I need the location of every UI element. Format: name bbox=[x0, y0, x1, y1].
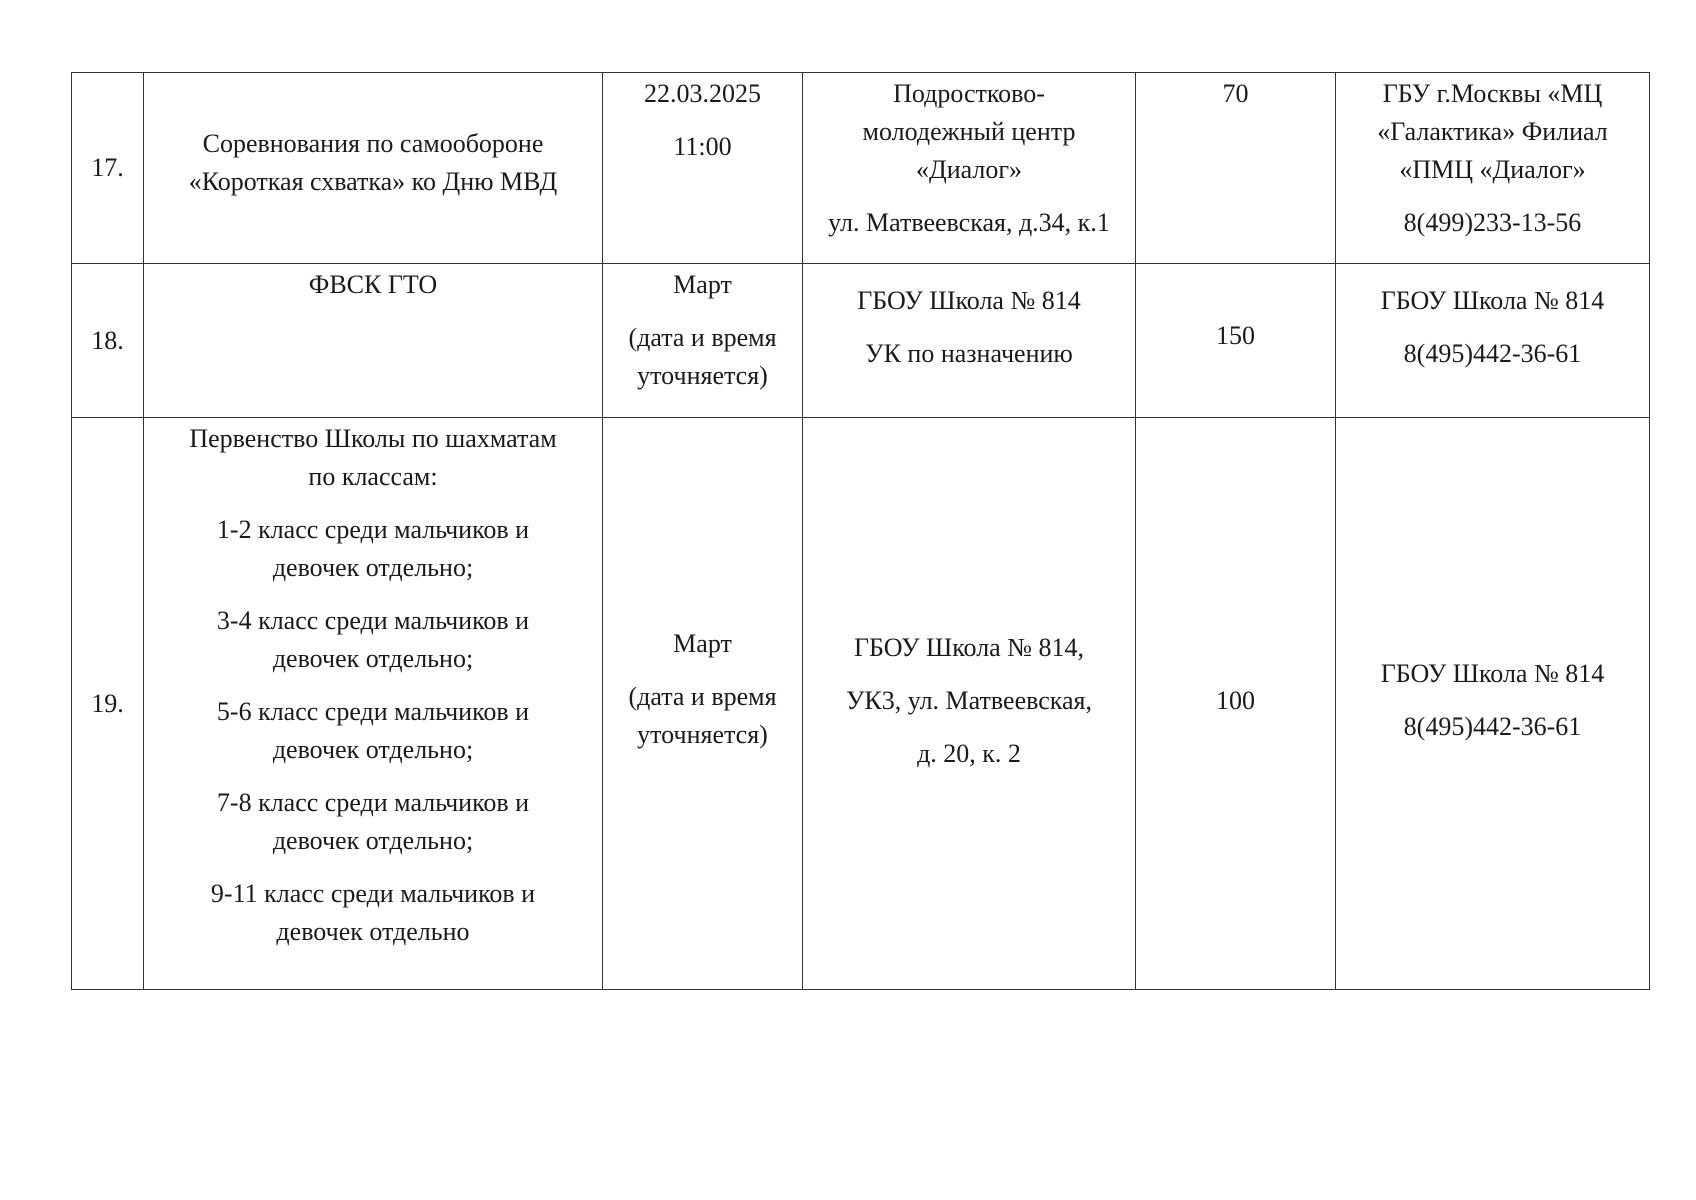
event-name-cell bbox=[144, 264, 603, 418]
organizer-cell bbox=[1336, 418, 1650, 990]
event-date: 22.03.2025 bbox=[644, 79, 761, 108]
event-name-line: «Короткая схватка» ко Дню МВД bbox=[188, 167, 558, 196]
event-date-note bbox=[611, 678, 794, 754]
table-row bbox=[72, 418, 1650, 990]
event-date-cell bbox=[603, 264, 803, 418]
organizer-line: «ПМЦ «Диалог» bbox=[1399, 155, 1586, 184]
organizer-phone: 8(495)442-36-61 bbox=[1403, 339, 1582, 368]
organizer-name: ГБОУ Школа № 814 bbox=[1380, 659, 1605, 688]
date-note-line: (дата и время bbox=[628, 323, 777, 352]
row-number-cell bbox=[72, 418, 144, 990]
participant-count: 70 bbox=[1222, 79, 1249, 108]
class-group: 9-11 класс среди мальчиков и девочек отдельно bbox=[210, 879, 536, 946]
event-name-line: Первенство Школы по шахматам bbox=[189, 424, 557, 453]
event-date: Март bbox=[673, 270, 732, 299]
row-number: 18. bbox=[91, 325, 124, 355]
organizer-line: «Галактика» Филиал bbox=[1377, 117, 1608, 146]
event-date-cell bbox=[603, 73, 803, 264]
place-address: ул. Матвеевская, д.34, к.1 bbox=[828, 208, 1110, 237]
event-date: Март bbox=[673, 629, 732, 658]
row-number-cell bbox=[72, 73, 144, 264]
place-name: ГБОУ Школа № 814 bbox=[857, 286, 1081, 315]
event-name: ФВСК ГТО bbox=[308, 270, 438, 299]
participant-count-cell bbox=[1136, 264, 1336, 418]
date-note-line: уточняется) bbox=[637, 361, 768, 390]
place-line: Подростково- bbox=[893, 79, 1045, 108]
participant-count-cell bbox=[1136, 73, 1336, 264]
event-name-cell bbox=[144, 73, 603, 264]
row-number: 19. bbox=[91, 688, 124, 718]
class-group: 7-8 класс среди мальчиков и девочек отдельно; bbox=[216, 788, 530, 855]
organizer-phone: 8(499)233-13-56 bbox=[1403, 208, 1582, 237]
events-table bbox=[71, 72, 1650, 990]
participant-count-cell bbox=[1136, 418, 1336, 990]
event-place-cell bbox=[803, 264, 1136, 418]
row-number-cell bbox=[72, 264, 144, 418]
place-line: молодежный центр bbox=[862, 117, 1076, 146]
date-note-line: уточняется) bbox=[637, 720, 768, 749]
organizer-name: ГБОУ Школа № 814 bbox=[1380, 286, 1605, 315]
event-name-cell bbox=[144, 418, 603, 990]
event-date-note bbox=[611, 319, 794, 395]
event-place-cell bbox=[803, 73, 1136, 264]
place-line: УК3, ул. Матвеевская, bbox=[845, 686, 1093, 715]
organizer-phone: 8(495)442-36-61 bbox=[1403, 712, 1582, 741]
row-number: 17. bbox=[91, 153, 124, 182]
class-group: 3-4 класс среди мальчиков и девочек отдельно; bbox=[216, 606, 530, 673]
place-line: «Диалог» bbox=[915, 155, 1023, 184]
event-date-cell bbox=[603, 418, 803, 990]
event-place-cell bbox=[803, 418, 1136, 990]
event-name-line: Соревнования по самообороне bbox=[202, 129, 544, 158]
place-line: д. 20, к. 2 bbox=[917, 739, 1021, 768]
date-note-line: (дата и время bbox=[628, 682, 777, 711]
event-name-line: по классам: bbox=[308, 462, 438, 491]
event-time: 11:00 bbox=[673, 132, 732, 161]
organizer-cell bbox=[1336, 73, 1650, 264]
place-detail: УК по назначению bbox=[865, 339, 1073, 368]
participant-count: 100 bbox=[1216, 685, 1255, 715]
table-row bbox=[72, 73, 1650, 264]
organizer-cell bbox=[1336, 264, 1650, 418]
class-group: 1-2 класс среди мальчиков и девочек отдельно; bbox=[216, 515, 530, 582]
table-row bbox=[72, 264, 1650, 418]
class-group: 5-6 класс среди мальчиков и девочек отдельно; bbox=[216, 697, 530, 764]
place-line: ГБОУ Школа № 814, bbox=[853, 633, 1085, 662]
organizer-line: ГБУ г.Москвы «МЦ bbox=[1382, 79, 1603, 108]
participant-count: 150 bbox=[1216, 320, 1255, 350]
